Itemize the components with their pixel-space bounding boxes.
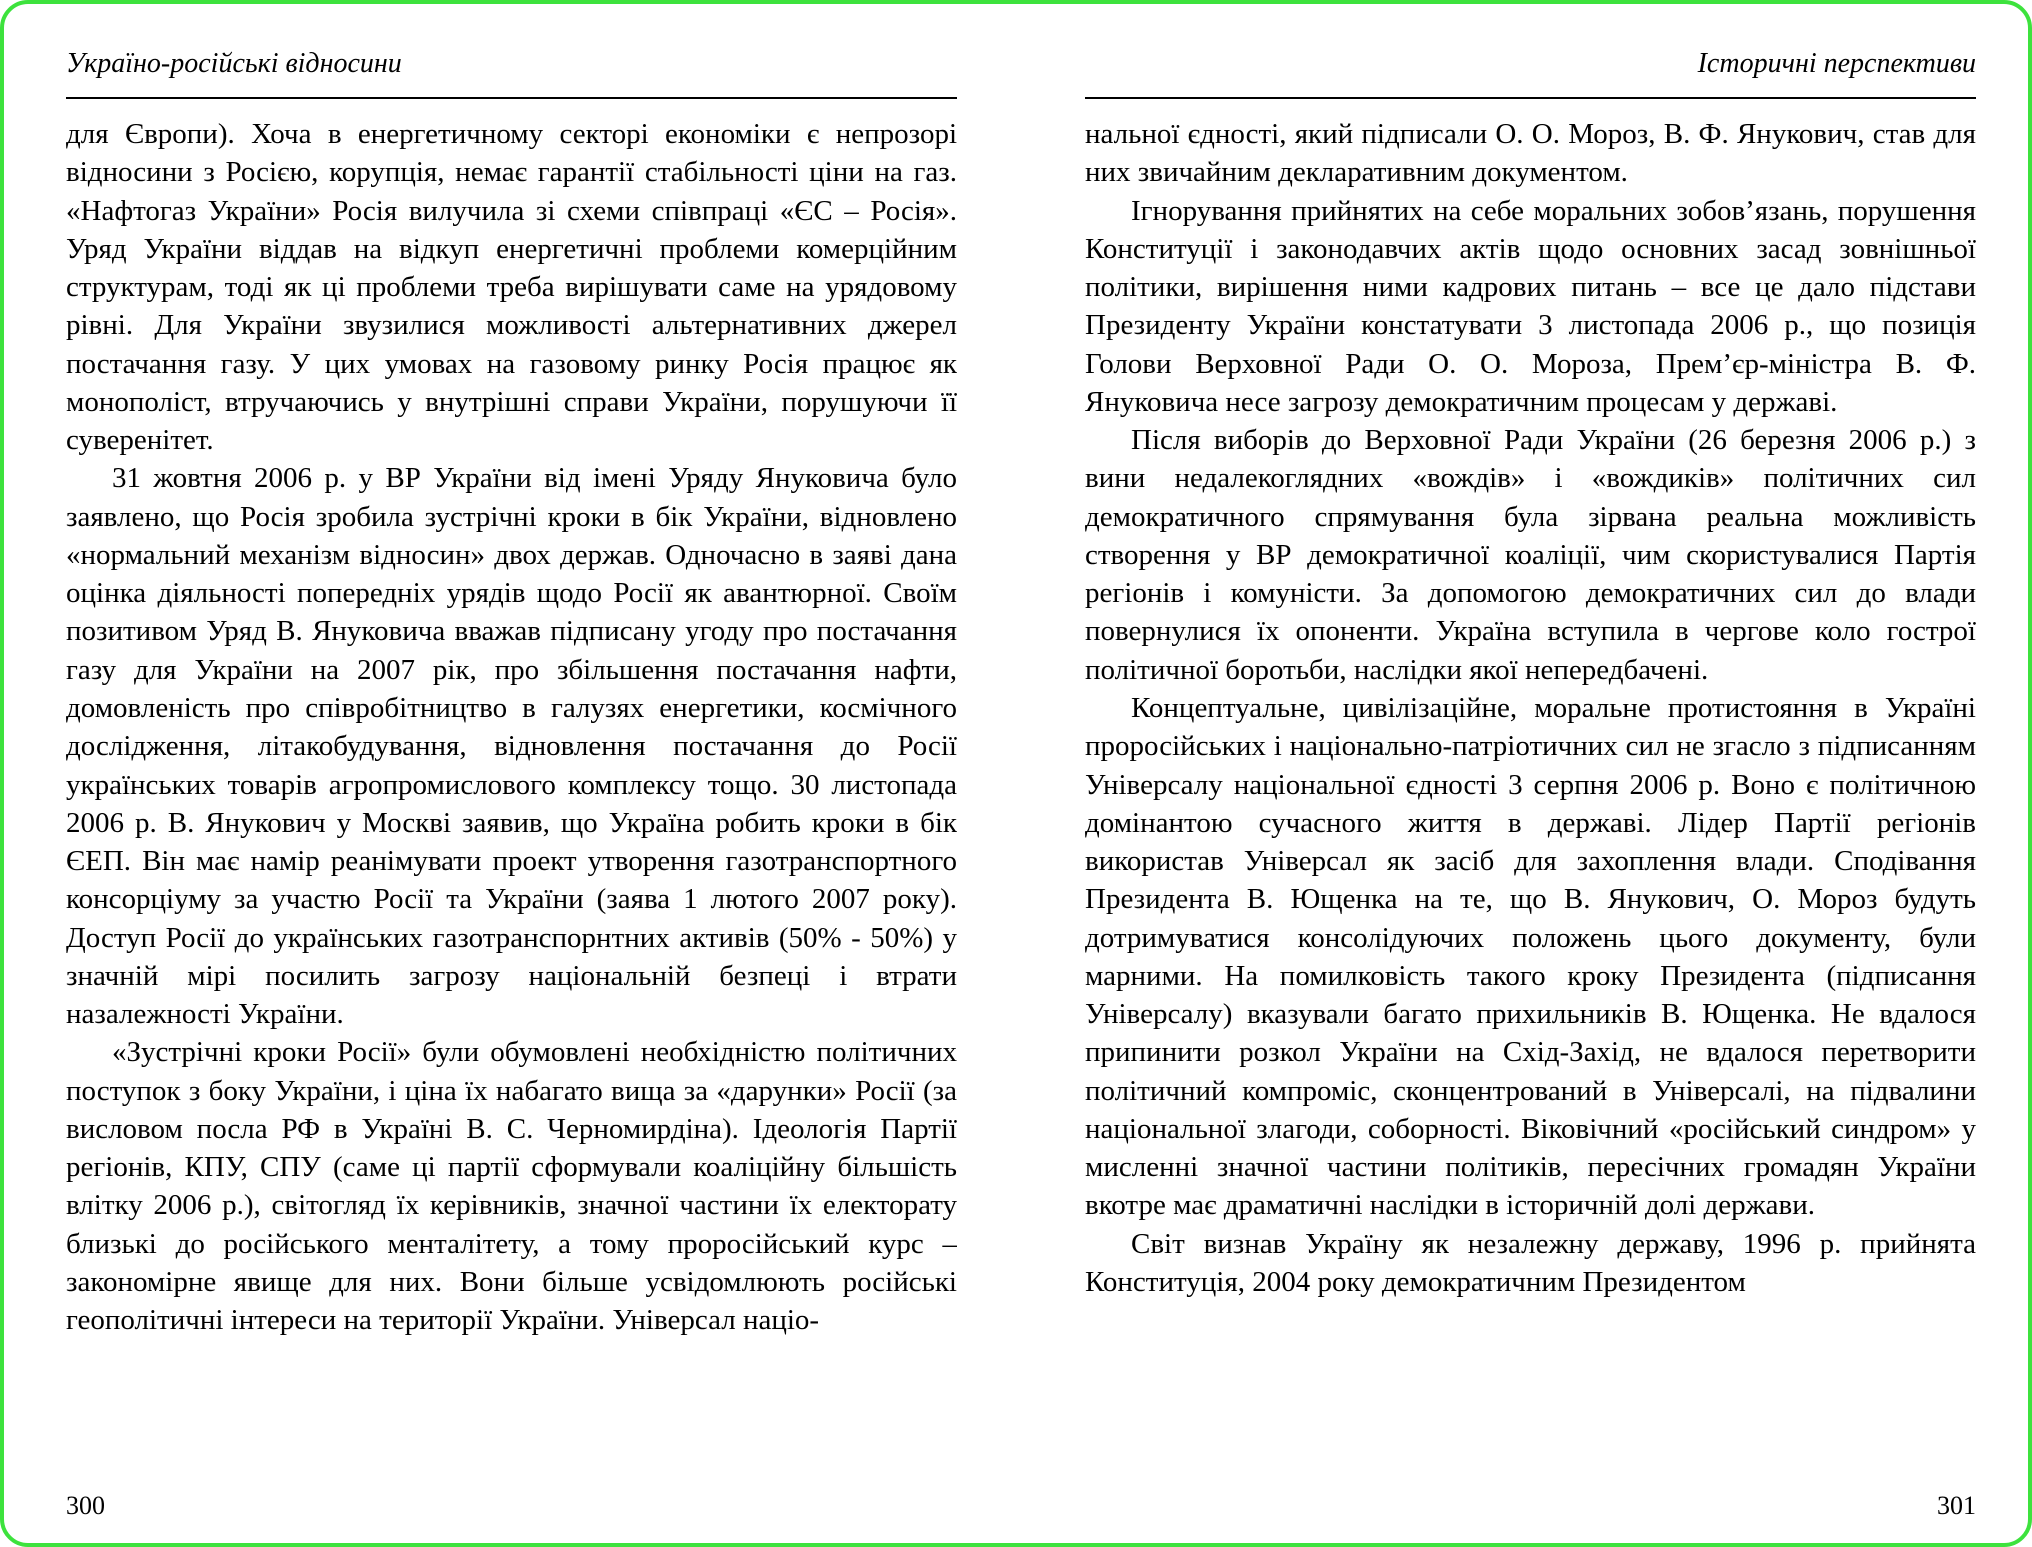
paragraph: Концептуальне, цивілізаційне, моральне протистояння в Україні проросійських і національно-патріотичних сил не згасло з підписанням Універсалу національної єдності 3 серпня 2006 р. Воно є політичною домінантою сучасного життя в державі. Лідер Партії регіонів використав Універсал як засіб для захоплення влади. Сподівання Президента В. Ющенка на те, що В. Янукович, О. Мороз будуть дотримуватися консолідуючих положень цього документу, були марними. На помилковість такого кроку Президента (підписання Універсалу) вказували багато прихильників В. Ющенка. Не вдалося припинити розкол України на Схід-Захід, не вдалося перетворити політичний компроміс, сконцентрований в Універсалі, на підвалини національної злагоди, соборності. Віковічний «російський синдром» у мисленні значної частини політиків, пересічних громадян України вкотре має драматичні наслідки в історичній долі держави.	[1085, 691, 1976, 1222]
paragraph: нальної єдності, який підписали О. О. Мороз, В. Ф. Янукович, став для них звичайним декларативним документом.	[1085, 118, 1976, 189]
paragraph: 31 жовтня 2006 р. у ВР України від імені Уряду Януковича було заявлено, що Росія зробила зустрічні кроки в бік України, відновлено «нормальний механізм відносин» двох держав. Одночасно в заяві дана оцінка діяльності попередніх урядів щодо Росії як авантюрної. Своїм позитивом Уряд В. Януковича вважав підписану угоду про постачання газу для України на 2007 рік, про збільшення постачання нафти, домовленість про співробітництво в галузях енергетики, космічного дослідження, літакобудування, відновлення постачання до Росії українських товарів агропромислового комплексу тощо. 30 листопада 2006 р. В. Янукович у Москві заявив, що Україна робить кроки в бік ЄЕП. Він має намір реанімувати проект утворення газотранспортного консорціуму за участю Росії та України (заява 1 лютого 2007 року). Доступ Росії до українських газотранспорнтних активів (50% - 50%) у значній мірі посилить загрозу національній безпеці і втрати назалежності України.	[66, 462, 957, 1031]
paragraph: Світ визнав Україну як незалежну державу, 1996 р. прийнята Конституція, 2004 року демократичним Президентом	[1085, 1227, 1976, 1298]
page-number-left: 300	[66, 1491, 105, 1520]
header-rule-right	[1085, 97, 1976, 99]
paragraph: Після виборів до Верховної Ради України (26 березня 2006 р.) з вини недалекоглядних «вождів» і «вождиків» політичних сил демократичного спрямування була зірвана реальна можливість створення у ВР демократичної коаліції, чим скористувалися Партія регіонів і комуністи. За допомогою демократичних сил до влади повернулися їх опоненти. Україна вступила в чергове коло гострої політичної боротьби, наслідки якої непередбачені.	[1085, 424, 1976, 686]
header-rule-left	[66, 97, 957, 99]
page-body-left	[66, 115, 957, 1481]
page-left	[66, 46, 957, 1521]
page-number-right: 301	[1937, 1491, 1976, 1520]
page-right	[1085, 46, 1976, 1521]
paragraph: Ігнорування прийнятих на себе моральних зобов’язань, порушення Конституції і законодавчих актів щодо основних засад зовнішньої політики, вирішення ними кадрових питань – все це дало підстави Президенту України констатувати 3 листопада 2006 р., що позиція Голови Верховної Ради О. О. Мороза, Прем’єр-міністра В. Ф. Януковича несе загрозу демократичним процесам у державі.	[1085, 194, 1976, 418]
page-body-right	[1085, 115, 1976, 1481]
running-header-left: Україно-російські відносини	[66, 48, 402, 79]
running-header-right: Історичні перспективи	[1697, 48, 1976, 79]
paragraph: для Європи). Хоча в енергетичному секторі економіки є непрозорі відносини з Росією, корупція, немає гарантії стабільності ціни на газ. «Нафтогаз України» Росія вилучила зі схеми співпраці «ЄС – Росія». Уряд України віддав на відкуп енергетичні проблеми комерційним структурам, тоді як ці проблеми треба вирішувати саме на урядовому рівні. Для України звузилися можливості альтернативних джерел постачання газу. У цих умовах на газовому ринку Росія працює як монополіст, втручаючись у внутрішні справи України, порушуючи її суверенітет.	[66, 118, 957, 457]
paragraph: «Зустрічні кроки Росії» були обумовлені необхідністю політичних поступок з боку України, і ціна їх набагато вища за «дарунки» Росії (за висловом посла РФ в Україні В. С. Черномирдіна). Ідеологія Партії регіонів, КПУ, СПУ (саме ці партії сформували коаліційну більшість влітку 2006 р.), світогляд їх керівників, значної частини їх електорату близькі до російського менталітету, а тому проросійський курс – закономірне явище для них. Вони більше усвідомлюють російські геополітичні інтереси на території України. Універсал націо-	[66, 1036, 957, 1337]
